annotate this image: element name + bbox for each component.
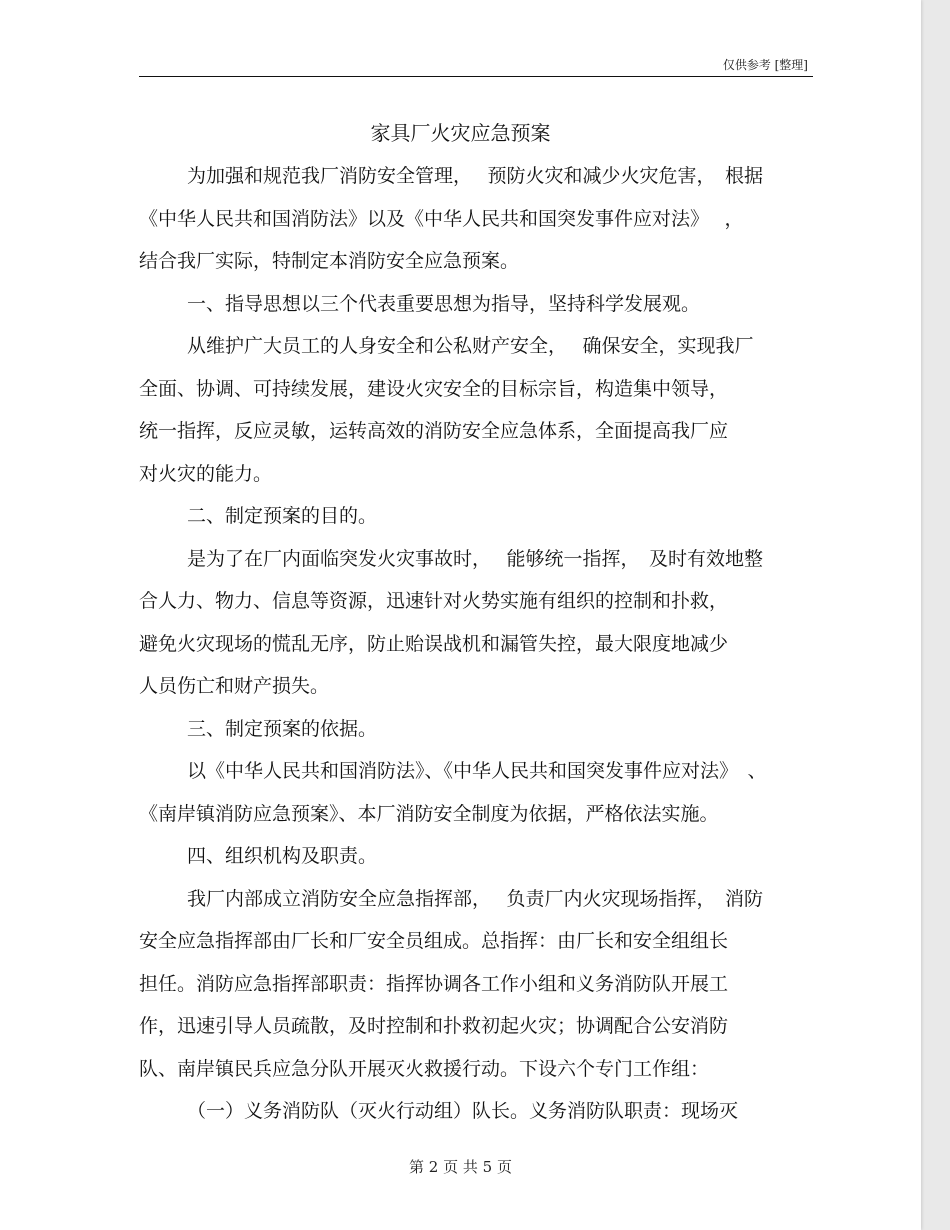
paragraph-line: 队、南岸镇民兵应急分队开展灭火救援行动。下设六个专门工作组：	[139, 1057, 710, 1080]
paragraph-line: 担任。消防应急指挥部职责：指挥协调各工作小组和义务消防队开展工	[139, 972, 729, 995]
paragraph-line: 四、组织机构及职责。	[187, 845, 378, 867]
paragraph-line: 《中华人民共和国消防法》以及《中华人民共和国突发事件应对法》 ，	[139, 207, 744, 230]
paragraph-line: 作，迅速引导人员疏散，及时控制和扑救初起火灾；协调配合公安消防	[139, 1015, 729, 1037]
paragraph-line: 对火灾的能力。	[139, 462, 273, 485]
paragraph-line: 合人力、物力、信息等资源，迅速针对火势实施有组织的控制和扑救，	[139, 590, 729, 612]
paragraph-line: 全面、协调、可持续发展，建设火灾安全的目标宗旨，构造集中领导，	[139, 377, 729, 400]
paragraph-line: （一）义务消防队（灭火行动组）队长。义务消防队职责：现场灭	[187, 1100, 739, 1122]
paragraph-line: 一、指导思想以三个代表重要思想为指导，坚持科学发展观。	[187, 292, 701, 315]
paragraph-line: 为加强和规范我厂消防安全管理， 预防火灾和减少火灾危害， 根据	[187, 165, 764, 187]
document-title: 家具厂火灾应急预案	[370, 121, 551, 145]
paragraph-line: 《南岸镇消防应急预案》、本厂消防安全制度为依据，严格依法实施。	[139, 802, 719, 825]
paragraph-line: 我厂内部成立消防安全应急指挥部， 负责厂内火灾现场指挥， 消防	[187, 887, 764, 910]
page-number-footer: 第 2 页 共 5 页	[409, 1158, 512, 1176]
paragraph-line: 结合我厂实际，特制定本消防安全应急预案。	[139, 250, 520, 272]
paragraph-line: 二、制定预案的目的。	[187, 505, 378, 527]
paragraph-line: 避免火灾现场的慌乱无序，防止贻误战机和漏管失控，最大限度地减少	[139, 632, 729, 655]
paragraph-line: 以《中华人民共和国消防法》、《中华人民共和国突发事件应对法》 、	[187, 760, 767, 782]
paragraph-line: 人员伤亡和财产损失。	[139, 675, 330, 697]
paragraph-line: 安全应急指挥部由厂长和厂安全员组成。总指挥：由厂长和安全组组长	[139, 930, 729, 952]
page-header: 仅供参考 [整理]	[722, 58, 808, 72]
paragraph-line: 统一指挥，反应灵敏，运转高效的消防安全应急体系，全面提高我厂应	[139, 420, 729, 442]
header-rule	[139, 76, 813, 77]
document-body	[139, 155, 811, 1133]
paragraph-line: 三、制定预案的依据。	[187, 717, 378, 740]
paragraph-line: 从维护广大员工的人身安全和公私财产安全， 确保安全，实现我厂	[187, 335, 754, 357]
paragraph-line: 是为了在厂内面临突发火灾事故时， 能够统一指挥， 及时有效地整	[187, 547, 764, 570]
